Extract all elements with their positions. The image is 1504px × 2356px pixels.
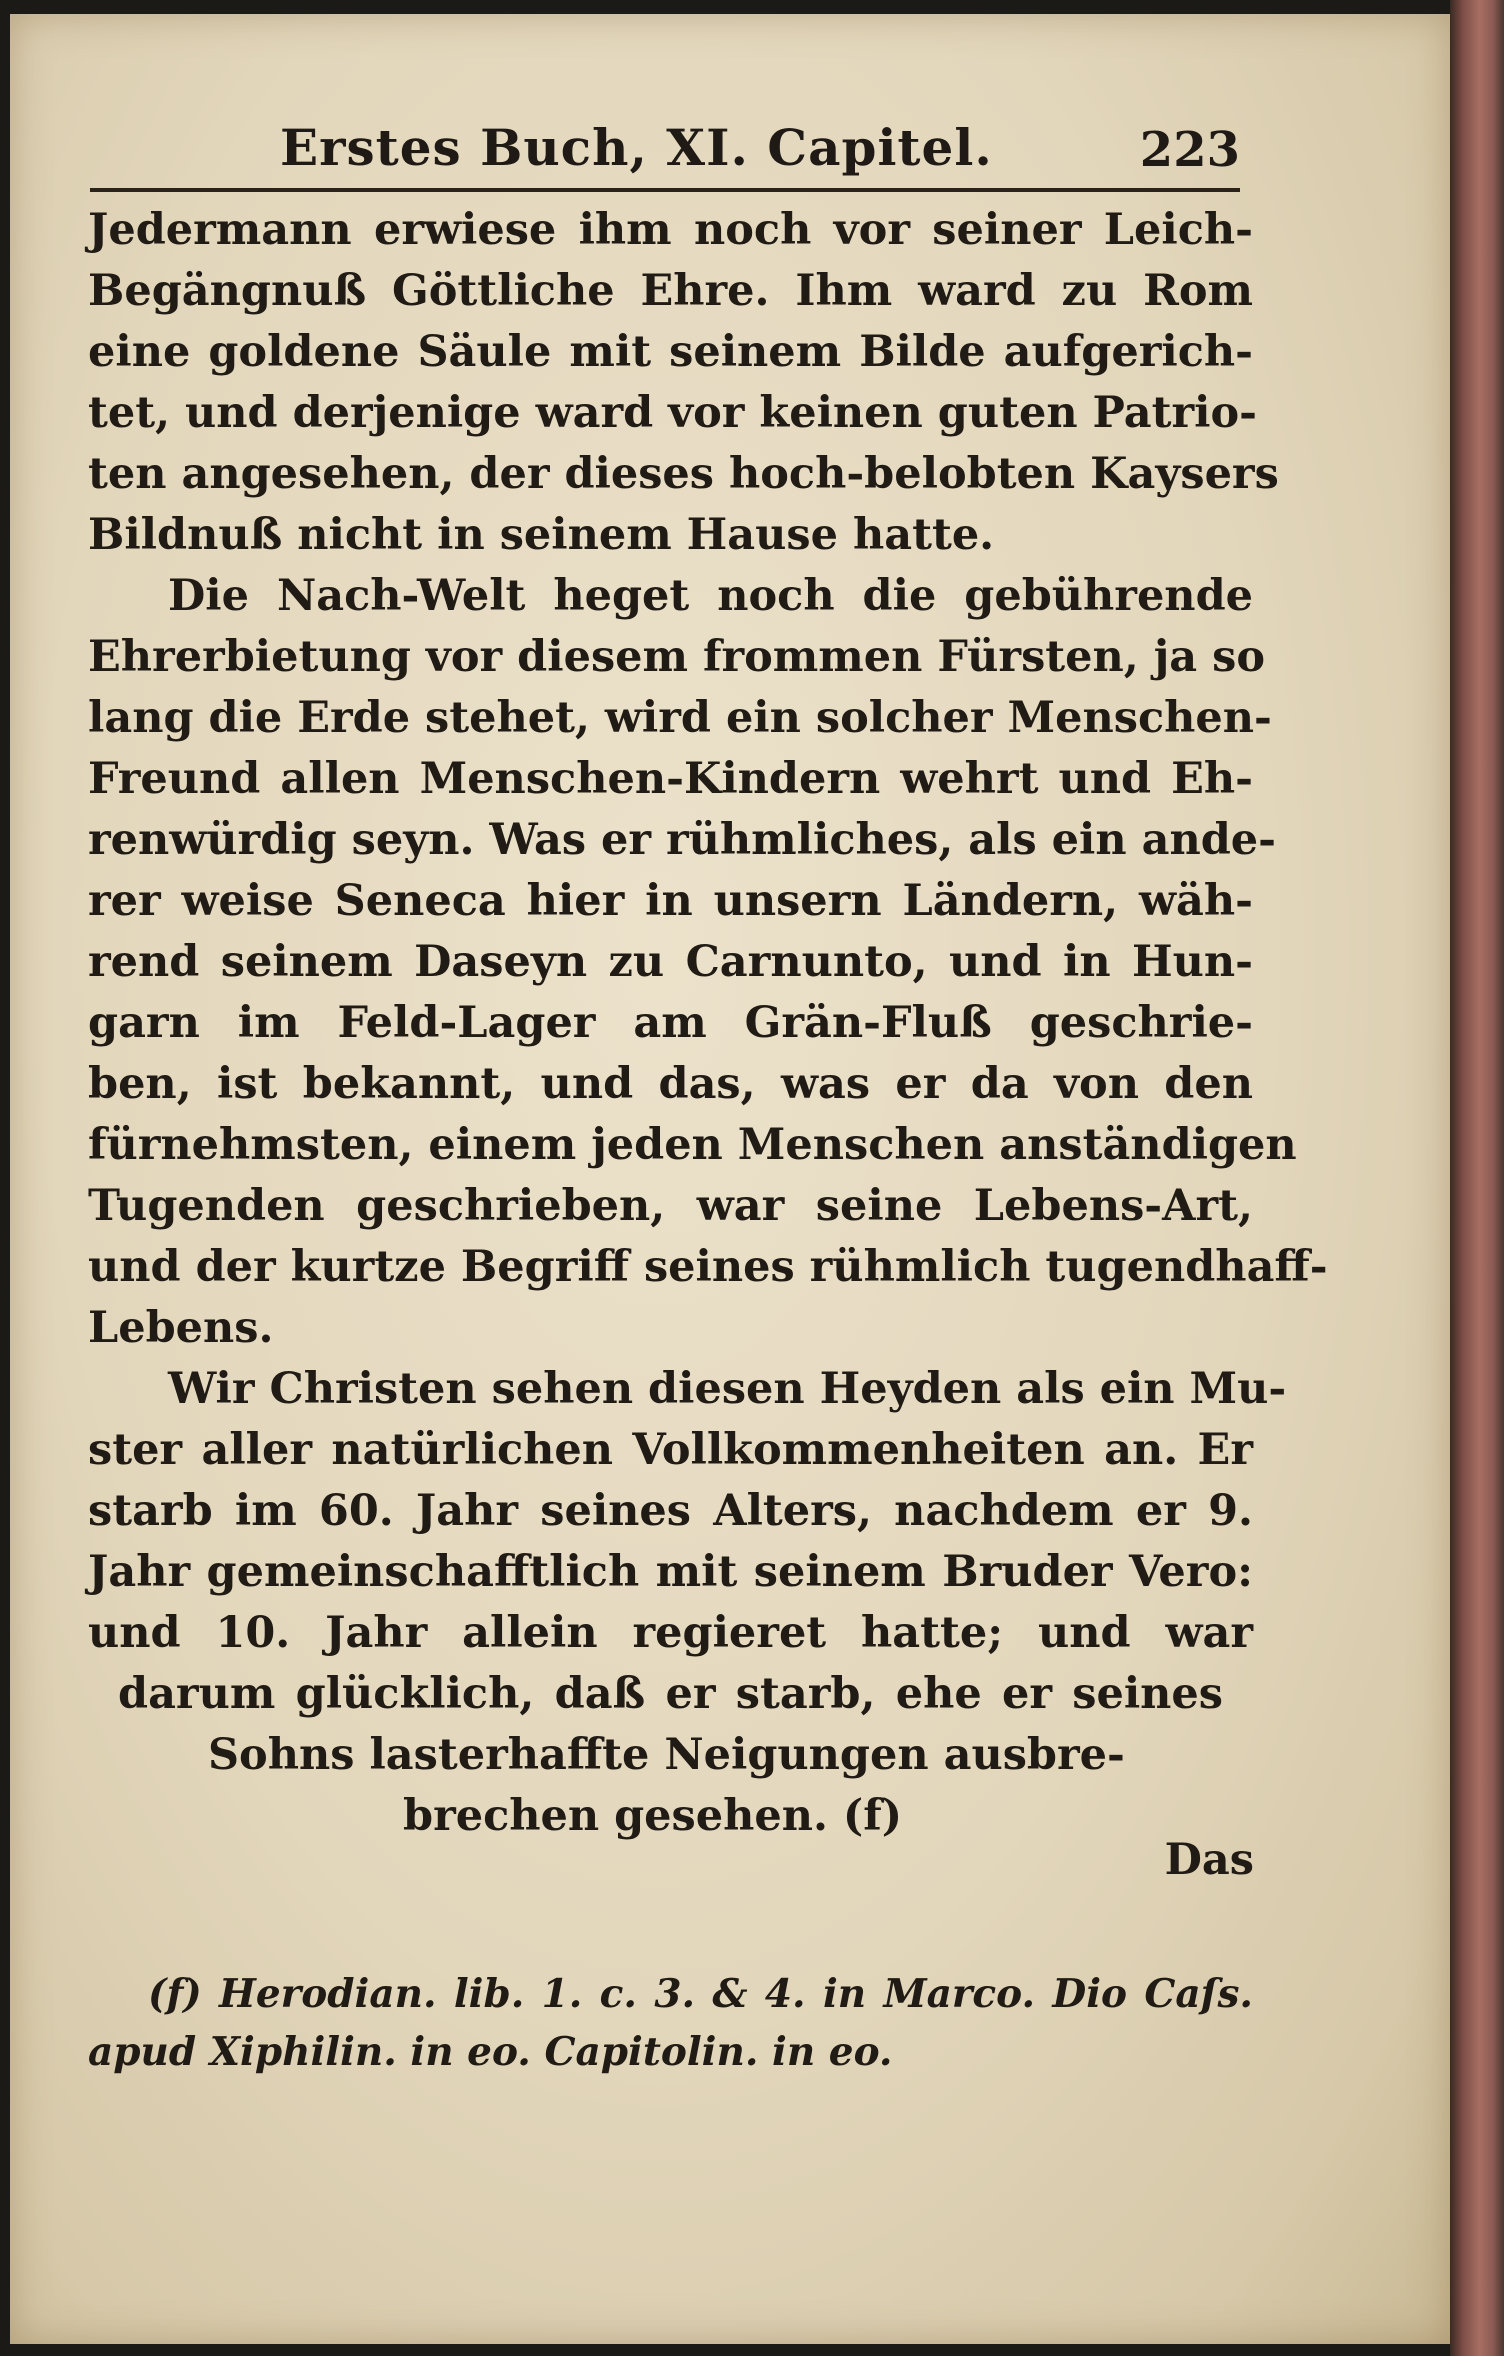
text-line: Ehrerbietung vor diesem frommen Fürsten, ja so: [88, 632, 1265, 682]
footnote-line: (f) Herodian. lib. 1. c. 3. & 4. in Marco. Dio Caſs.: [148, 1971, 1253, 2017]
text-line: garn im Feld-Lager am Grän-Fluß geschrie-: [88, 998, 1253, 1048]
text-line: Lebens.: [88, 1303, 274, 1353]
page-header: [90, 118, 1240, 184]
text-line: Bildnuß nicht in seinem Hause hatte.: [88, 510, 995, 560]
text-line: Jahr gemeinschafftlich mit seinem Bruder Vero:: [88, 1547, 1253, 1597]
text-line: tet, und derjenige ward vor keinen guten Patrio-: [88, 388, 1257, 438]
text-line: Begängnuß Göttliche Ehre. Ihm ward zu Rom: [88, 266, 1253, 316]
text-line: Wir Christen sehen diesen Heyden als ein Mu-: [168, 1364, 1287, 1414]
text-line: Jedermann erwiese ihm noch vor seiner Leich-: [88, 205, 1253, 255]
text-line: renwürdig seyn. Was er rühmliches, als ein ande-: [88, 815, 1276, 865]
text-line: fürnehmsten, einem jeden Menschen anständigen: [88, 1120, 1297, 1170]
text-line: und 10. Jahr allein regieret hatte; und war: [88, 1608, 1253, 1658]
text-line: eine goldene Säule mit seinem Bilde aufgerich-: [88, 327, 1253, 377]
text-line: starb im 60. Jahr seines Alters, nachdem er 9.: [88, 1486, 1253, 1536]
text-line: rer weise Seneca hier in unsern Ländern, wäh-: [88, 876, 1253, 926]
text-line: ten angesehen, der dieses hoch-belobten Kaysers: [88, 449, 1279, 499]
page-edge: [1450, 0, 1504, 2356]
text-line: Tugenden geschrieben, war seine Lebens-Art,: [88, 1181, 1253, 1231]
text-line: darum glücklich, daß er starb, ehe er seines: [118, 1669, 1223, 1719]
text-line: brechen gesehen. (f): [403, 1791, 903, 1841]
text-line: Die Nach-Welt heget noch die gebührende: [168, 571, 1253, 621]
running-title: Erstes Buch, XI. Capitel.: [280, 118, 993, 177]
text-line: Sohns lasterhaffte Neigungen ausbre-: [208, 1730, 1125, 1780]
text-line: lang die Erde stehet, wird ein solcher Menschen-: [88, 693, 1272, 743]
header-rule: [90, 188, 1240, 192]
catchword: Das: [1164, 1835, 1254, 1885]
footnote-line: apud Xiphilin. in eo. Capitolin. in eo.: [88, 2029, 893, 2075]
body-text: [88, 200, 1328, 1847]
footnote: [88, 1965, 1253, 2081]
text-line: rend seinem Daseyn zu Carnunto, und in Hun-: [88, 937, 1253, 987]
text-line: ben, ist bekannt, und das, was er da von den: [88, 1059, 1253, 1109]
page-number: 223: [1139, 122, 1240, 178]
text-line: und der kurtze Begriff seines rühmlich tugendhaff-: [88, 1242, 1328, 1292]
text-line: Freund allen Menschen-Kindern wehrt und Eh-: [88, 754, 1253, 804]
text-line: ster aller natürlichen Vollkommenheiten an. Er: [88, 1425, 1253, 1475]
